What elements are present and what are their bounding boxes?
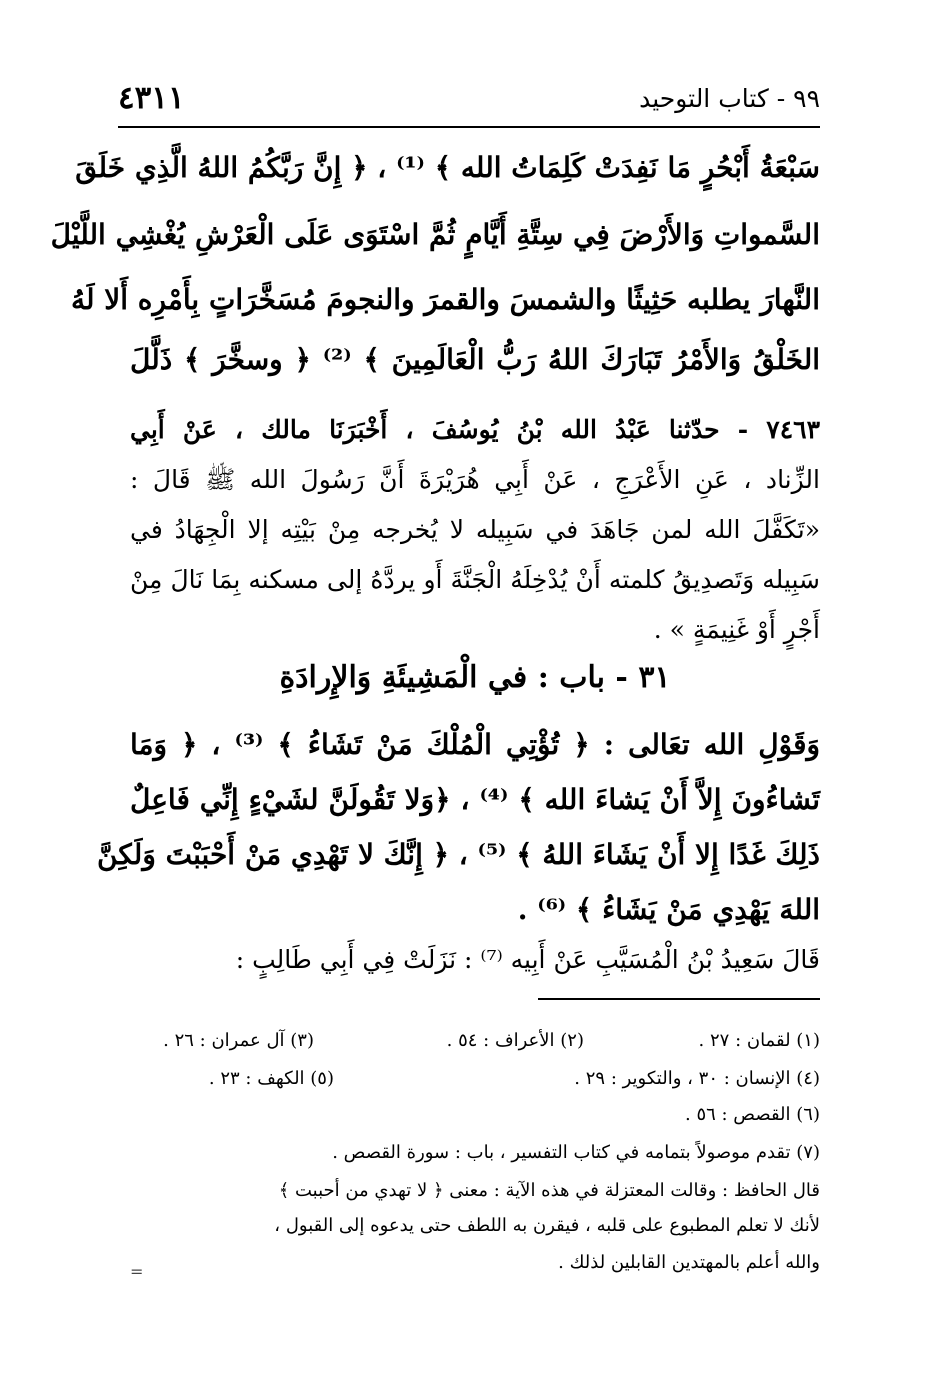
quran-line: النَّهارَ يطلبه حَثِيثًا والشمسَ والقمرَ والنجومَ مُسَخَّرَاتٍ بِأَمْرِه أَلا لَهُ <box>71 283 820 316</box>
chapter-line: وَقَوْلِ الله تعَالى : ﴿ تُؤْتِي الْمُلْكَ مَنْ تَشَاءُ ﴾ ⁽³⁾ ، ﴿ وَمَا <box>130 728 821 761</box>
quran-line: سَبْعَةُ أَبْحُرٍ مَا نَفِدَتْ كَلِمَاتُ الله ﴾ ⁽¹⁾ ، ﴿ إِنَّ رَبَّكُمُ اللهُ الَّذِي خَلَقَ <box>75 151 820 184</box>
hadith-line: ٧٤٦٣ - حدّثنا عَبْدُ الله بْنُ يُوسُفَ ، أَخْبَرَنَا مالك ، عَنْ أَبِي <box>130 415 820 444</box>
hadith-line: الزِّناد ، عَنِ الأَعْرَجِ ، عَنْ أَبِي هُرَيْرَةَ أَنَّ رَسُولَ الله ﷺ قَالَ : <box>130 465 820 494</box>
continuation-mark: = <box>130 1262 144 1281</box>
footnote-note-line <box>118 1215 820 1236</box>
footnote-note-text: والله أعلم بالمهتدين القابلين لذلك . <box>558 1252 820 1273</box>
page-header <box>118 80 820 120</box>
footnote-5: (٥) الكهف : ٢٣ . <box>208 1068 334 1089</box>
footnote-6: (٦) القصص : ٥٦ . <box>684 1104 820 1125</box>
footnote-note-line <box>118 1180 820 1201</box>
footnote-2: (٢) الأعراف : ٥٤ . <box>446 1030 584 1051</box>
header-rule <box>118 126 820 128</box>
hadith-line: سَبِيله وَتَصدِيقُ كلمته أَنْ يُدْخِلَهُ الْجَنَّةَ أَو يردَّهُ إلى مسكنه بِمَا نَالَ مِنْ <box>130 565 820 594</box>
footnote-4: (٤) الإنسان : ٣٠ ، والتكوير : ٢٩ . <box>574 1068 820 1089</box>
quran-line: السَّمواتِ وَالأَرْضَ فِي سِتَّةِ أَيَّامٍ ثُمَّ اسْتَوَى عَلَى الْعَرْشِ يُغْشِي اللَّيْلَ <box>50 218 820 251</box>
footnote-1: (١) لقمان : ٢٧ . <box>698 1030 820 1051</box>
footnote-rule <box>538 998 820 1000</box>
chapter-line: اللهَ يَهْدِي مَنْ يَشَاءُ ﴾ ⁽⁶⁾ . <box>517 893 820 926</box>
footnote-7: (٧) تقدم موصولاً بتمامه في كتاب التفسير ، باب : سورة القصص . <box>332 1142 820 1163</box>
page-number: ٤٣١١ <box>118 80 185 116</box>
final-line: قَالَ سَعِيدُ بْنُ الْمُسَيَّبِ عَنْ أَبِيه ⁽⁷⁾ : نَزَلَتْ فِي أَبِي طَالِبٍ : <box>235 945 820 974</box>
footnote-3: (٣) آل عمران : ٢٦ . <box>163 1030 314 1051</box>
hadith-line: أَجْرٍ أَوْ غَنِيمَةٍ » . <box>653 615 820 644</box>
footnote-note-text: قال الحافظ : وقالت المعتزلة في هذه الآية : معنى ﴿ لا تهدي من أحببت ﴾ <box>278 1180 820 1201</box>
footnote-note-text: لأنك لا تعلم المطبوع على قلبه ، فيقرن به اللطف حتى يدعوه إلى القبول ، <box>274 1215 820 1236</box>
chapter-line: تَشاءُونَ إِلاَّ أَنْ يَشاءَ الله ﴾ ⁽⁴⁾ ، ﴿وَلا تَقُولَنَّ لشَيْءٍ إِنِّي فَاعِلٌ <box>130 783 821 816</box>
quran-line: الخَلْقُ وَالأَمْرُ تَبَارَكَ اللهُ رَبُّ الْعَالَمِينَ ﴾ ⁽²⁾ ﴿ وسخَّرَ ﴾ ذَلَّلَ <box>130 343 821 376</box>
chapter-heading: ٣١ - باب : في الْمَشِيئَةِ وَالإِرادَةِ <box>279 660 671 695</box>
running-title: ٩٩ - كتاب التوحيد <box>639 84 820 113</box>
chapter-line: ذَلِكَ غَدًا إِلا أَنْ يَشَاءَ اللهُ ﴾ ⁽⁵⁾ ، ﴿ إِنَّكَ لا تَهْدِي مَنْ أَحْبَبْتَ وَلَكِنَّ <box>97 838 820 871</box>
footnote-note-line <box>118 1252 820 1273</box>
hadith-line: «تَكَفَّلَ الله لمن جَاهَدَ في سَبِيله لا يُخرجه مِنْ بَيْتِه إلا الْجِهَادُ في <box>130 515 820 544</box>
